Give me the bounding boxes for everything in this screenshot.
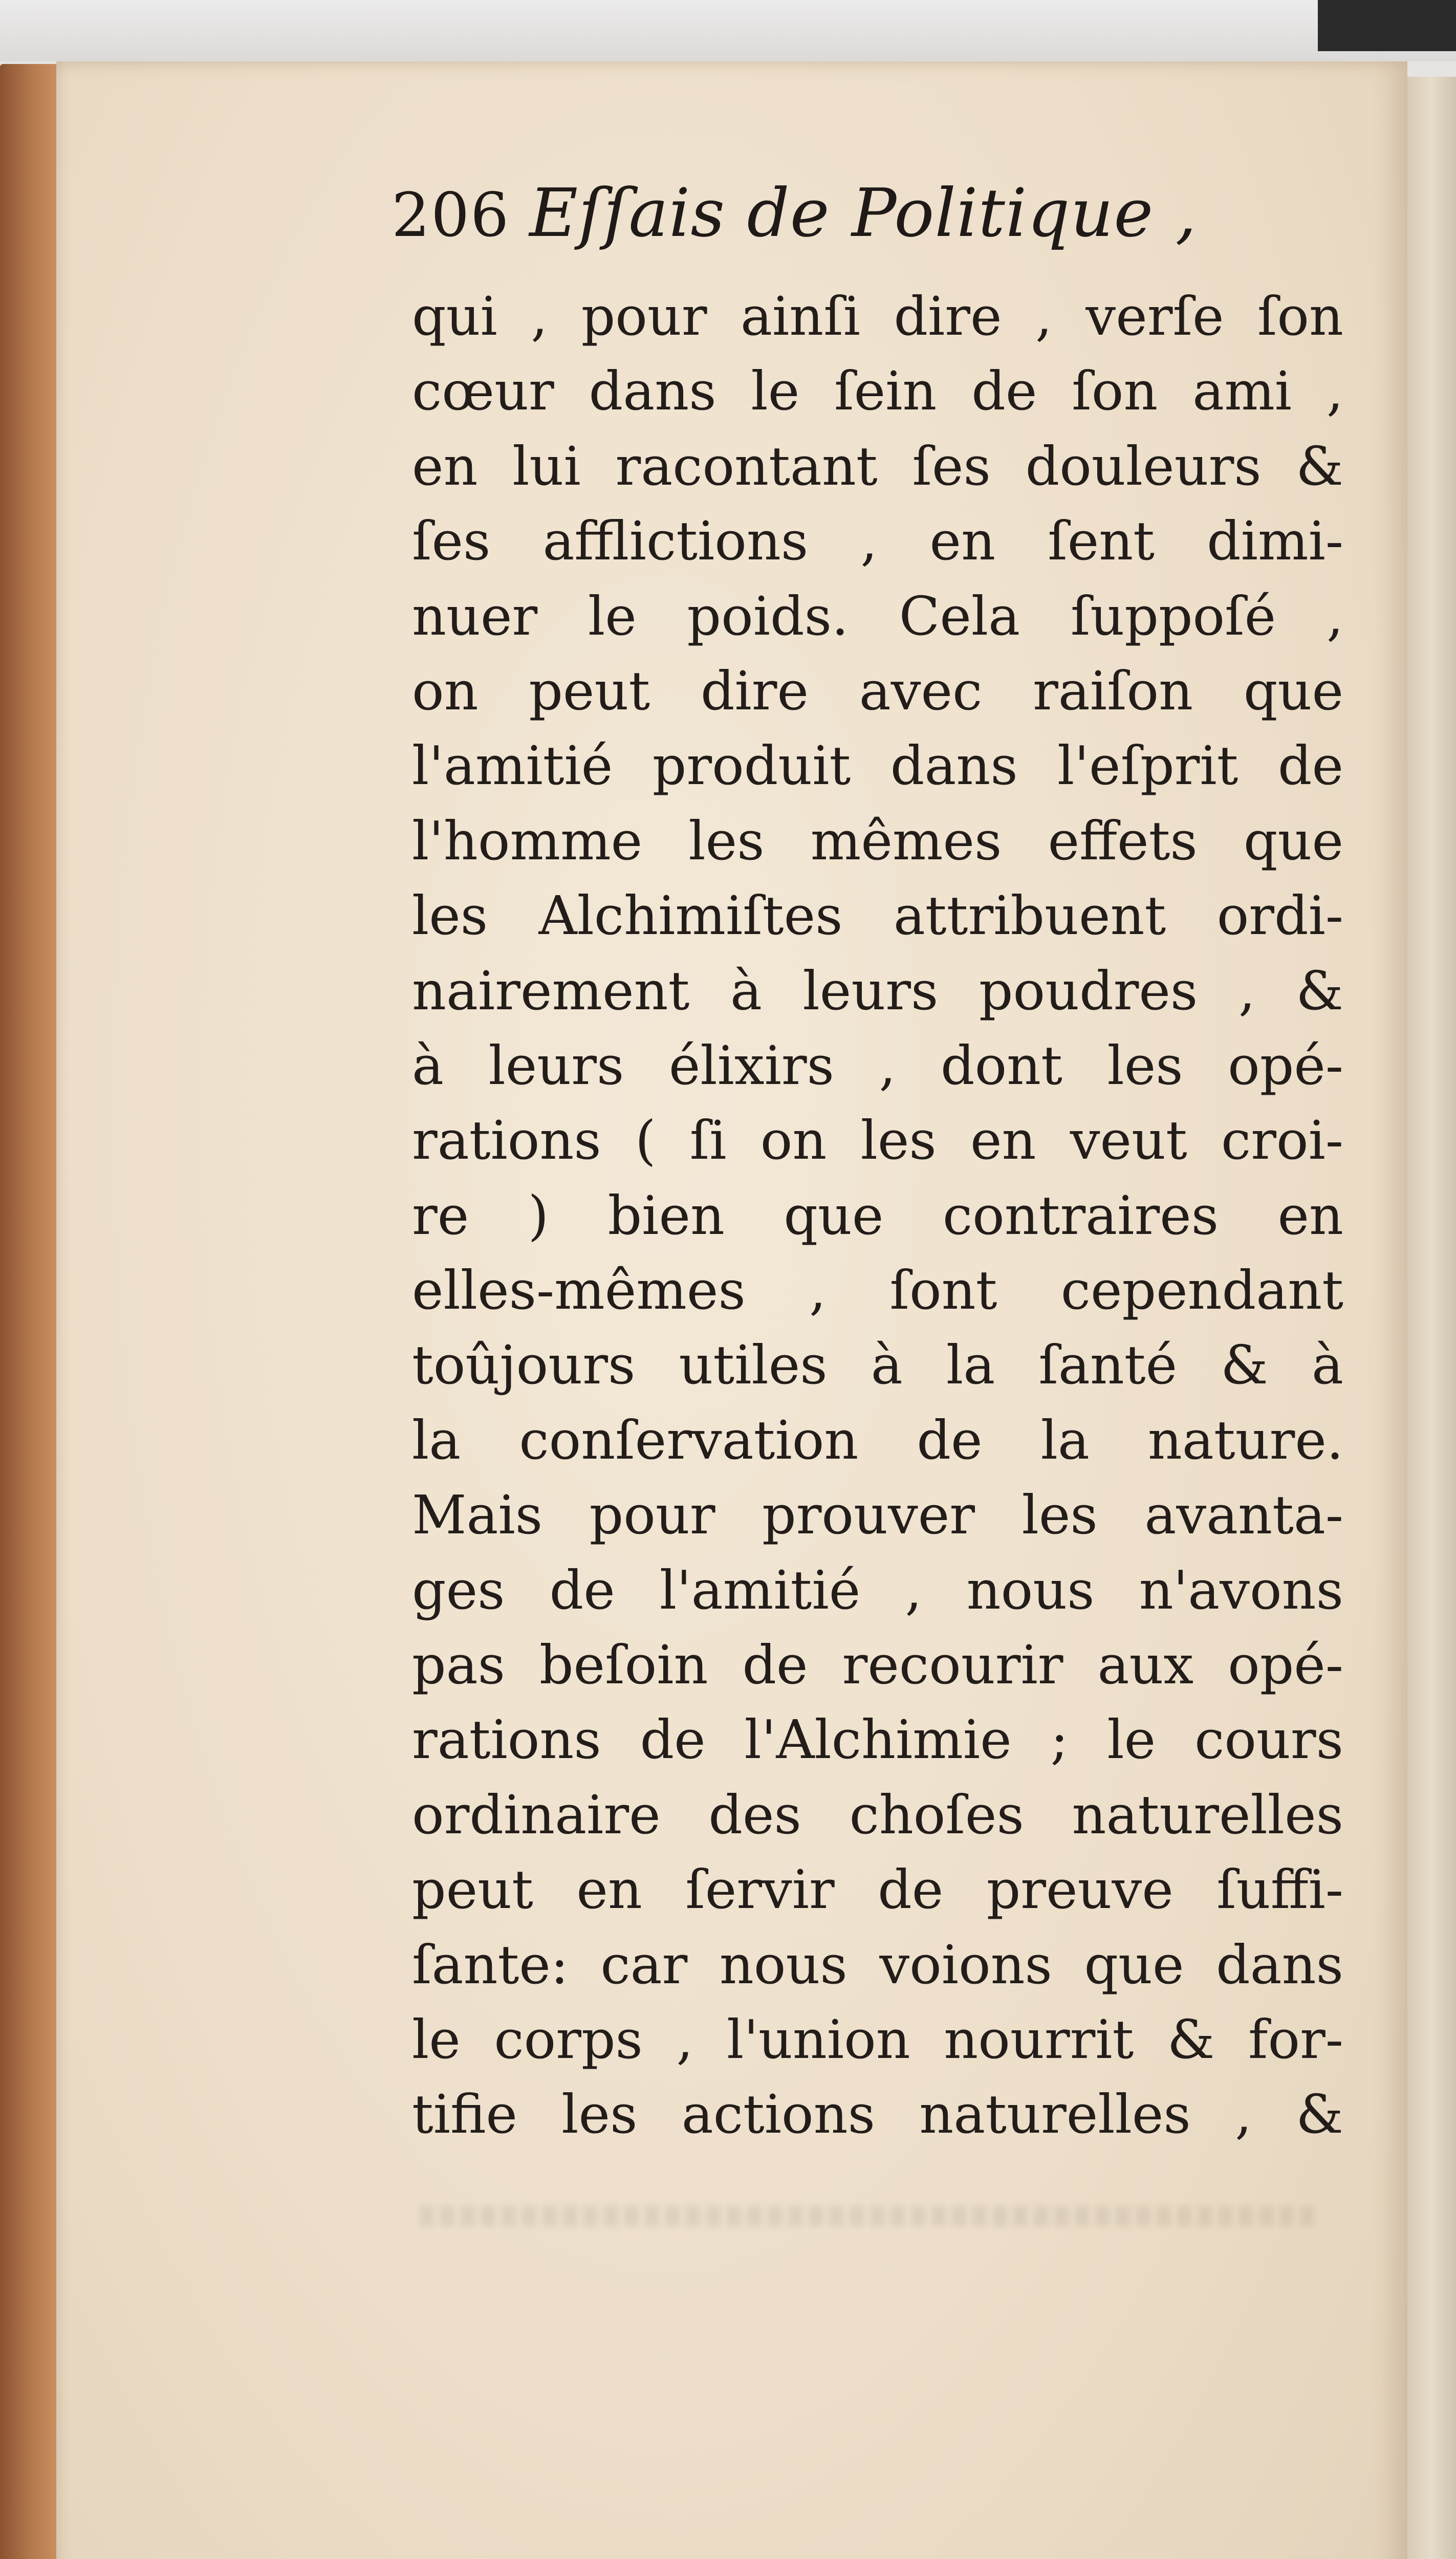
- text-line: rations ( ſi on les en veut croi-: [412, 1109, 1343, 1172]
- scanner-clip-top: [1318, 0, 1456, 51]
- text-line: l'amitié produit dans l'eſprit de: [412, 734, 1343, 797]
- text-line: nuer le poids. Cela ſuppoſé ,: [412, 584, 1343, 647]
- text-line: qui , pour ainſi dire , verſe ſon: [412, 285, 1343, 348]
- text-line: la conſervation de la nature.: [412, 1408, 1343, 1471]
- scan-background: [0, 0, 1456, 61]
- page-right-edge: [1407, 77, 1456, 2559]
- text-line: rations de l'Alchimie ; le cours: [412, 1708, 1343, 1771]
- text-line: pas beſoin de recourir aux opé-: [412, 1634, 1343, 1697]
- running-title: Eſſais de Politique ,: [529, 174, 1197, 252]
- text-line: re ) bien que contraires en: [412, 1184, 1343, 1247]
- show-through-text: [420, 2206, 1320, 2226]
- text-line: à leurs élixirs , dont les opé-: [412, 1034, 1343, 1097]
- text-line: tifie les actions naturelles , &: [412, 2083, 1343, 2146]
- text-line: ordinaire des choſes naturelles: [412, 1783, 1343, 1846]
- page-header: [392, 174, 1364, 252]
- text-line: ges de l'amitié , nous n'avons: [412, 1558, 1343, 1621]
- text-line: Mais pour prouver les avanta-: [412, 1484, 1343, 1547]
- text-line: le corps , l'union nourrit & for-: [412, 2008, 1343, 2071]
- page-number: 206: [392, 180, 510, 250]
- text-line: peut en ſervir de preuve ſuffi-: [412, 1858, 1343, 1921]
- body-text: [412, 279, 1343, 2152]
- text-line: toûjours utiles à la ſanté & à: [412, 1334, 1343, 1397]
- text-line: ſante: car nous voions que dans: [412, 1933, 1343, 1996]
- text-line: nairement à leurs poudres , &: [412, 959, 1343, 1022]
- text-line: les Alchimiſtes attribuent ordi-: [412, 884, 1343, 947]
- text-line: en lui racontant ſes douleurs &: [412, 435, 1343, 497]
- text-line: l'homme les mêmes effets que: [412, 809, 1343, 872]
- text-line: ſes afflictions , en ſent dimi-: [412, 510, 1343, 573]
- text-line: elles-mêmes , ſont cependant: [412, 1259, 1343, 1322]
- text-line: cœur dans le ſein de ſon ami ,: [412, 360, 1343, 423]
- text-line: on peut dire avec raiſon que: [412, 659, 1343, 722]
